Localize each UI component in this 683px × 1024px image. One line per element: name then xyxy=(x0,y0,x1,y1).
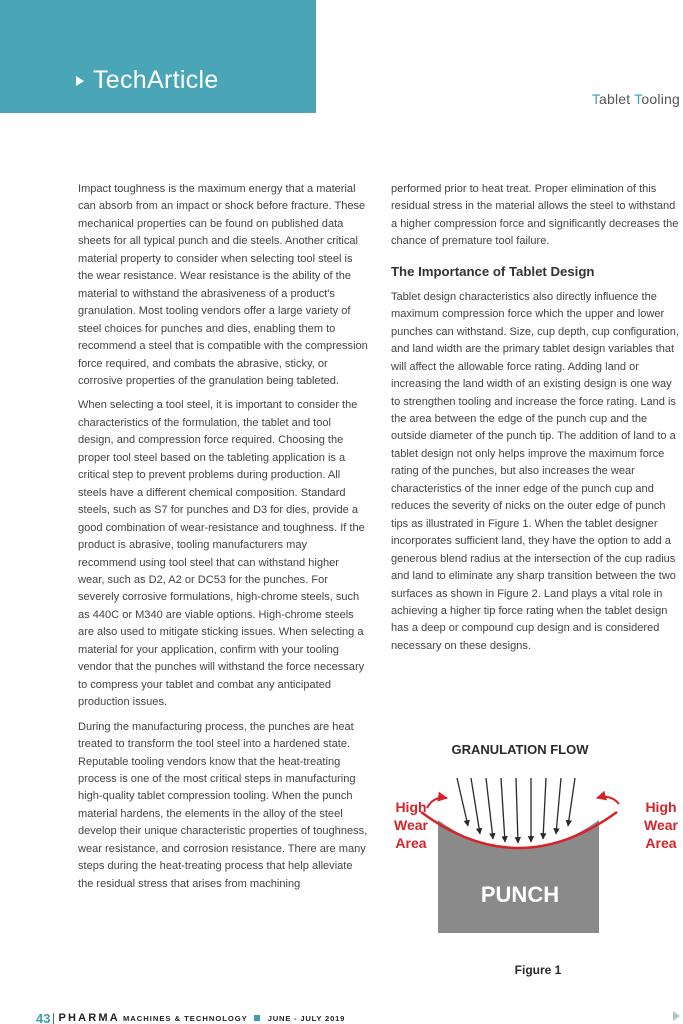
square-bullet-icon xyxy=(254,1015,260,1021)
figure-1 xyxy=(383,738,683,983)
left-column xyxy=(78,181,368,900)
right-wear-label-line: Wear xyxy=(644,817,678,833)
footer-brand: PHARMA xyxy=(58,1012,120,1024)
left-wear-label-line: Area xyxy=(395,835,427,851)
left-wear-label xyxy=(394,799,429,851)
right-wear-label-line: Area xyxy=(645,835,677,851)
body-paragraph: performed prior to heat treat. Proper elimination of this residual stress in the material allows the steel to withstand a higher compression force and significantly decreases the chance of premature tool failure. xyxy=(391,183,679,248)
right-wear-label-line: High xyxy=(645,799,677,815)
right-wear-arrow xyxy=(597,797,619,804)
granulation-flow-diagram xyxy=(383,738,683,983)
page-number: 43 xyxy=(36,1010,51,1024)
header-banner xyxy=(0,0,316,113)
section-tag xyxy=(592,91,680,107)
flow-arrows xyxy=(457,778,575,843)
footer-brand-sub: MACHINES & TECHNOLOGY xyxy=(122,1013,248,1023)
footer-issue: JUNE - JULY 2019 xyxy=(267,1013,346,1023)
banner-title-text: TechArticle xyxy=(93,66,219,94)
left-wear-arrow xyxy=(427,798,447,808)
section-tag-initial: T xyxy=(591,91,600,107)
footer-divider xyxy=(53,1013,54,1024)
next-page-arrow-icon[interactable] xyxy=(673,1011,680,1021)
right-wear-label xyxy=(644,799,679,851)
body-paragraph: Impact toughness is the maximum energy that a material can absorb from an impact or shock before fracture. These mechanical properties can be found on published data sheets for all typical punch and die steels. Another critical material property to consider when selecting tool steel is the wear resistance. Wear resistance is the ability of the material to withstand the abrasiveness of a product's granulation. Most tooling vendors offer a large variety of steel choices for punches and dies, enabling them to recommend a steel that is compatible with the compression force required, and combats the abrasive, sticky, or corrosive properties of the granulation being tableted. xyxy=(78,183,368,387)
section-tag-initial2: T xyxy=(634,91,642,107)
figure-caption: Figure 1 xyxy=(514,963,562,977)
body-paragraph: During the manufacturing process, the punches are heat treated to transform the tool steel into a hardened state. Reputable tooling vendors know that the heat-treating process is one of the most critical steps in manufacturing high-quality tablet compression tooling. When the punch material hardens, the elements in the alloy of the steel develop their unique characteristic properties of toughness, wear resistance, and corrosion resistance. There are many steps during the heat-treating process that help alleviate the residual stress that arises from machining xyxy=(78,720,368,890)
punch-label: PUNCH xyxy=(480,882,560,907)
section-tag-word1: ablet xyxy=(599,91,635,107)
page-footer xyxy=(36,1010,636,1024)
triangle-right-icon xyxy=(76,76,84,86)
left-wear-label-line: High xyxy=(395,799,427,815)
left-wear-label-line: Wear xyxy=(394,817,428,833)
body-paragraph: Tablet design characteristics also directly influence the maximum compression force which the upper and lower punches can withstand. Size, cup depth, cup configuration, and land width are the primary tablet design variables that will affect the allowable force rating. Adding land or increasing the land width of an existing design is one way to strengthen tooling and increase the force rating. Land is the area between the edge of the punch cup and the outside diameter of the punch tip. The addition of land to a tablet design not only helps improve the maximum force rating of the punches, but also increases the wear characteristics of the inner edge of the punch cup and reduces the severity of nicks on the outer edge of punch tips as illustrated in Figure 1. When the tablet designer incorporates sufficient land, they have the option to add a generous blend radius at the intersection of the cup radius and land to eliminate any sharp transition between the two surfaces as shown in Figure 2. Land plays a vital role in achieving a higher tip force rating when the tablet design has a deep or compound cup design and is considered necessary on these designs. xyxy=(391,290,680,652)
section-heading: The Importance of Tablet Design xyxy=(391,263,595,279)
figure-title: GRANULATION FLOW xyxy=(451,742,589,757)
body-paragraph: When selecting a tool steel, it is important to consider the characteristics of the formulation, the tablet and tool design, and compression force required. Choosing the proper tool steel based on the tableting application is a critical step to prevent problems during production. All steels have a different chemical composition. Standard steels, such as S7 for punches and D3 for dies, provide a good combination of wear-resistance and toughness. If the product is abrasive, tooling manufacturers may recommend using tool steel that can withstand higher wear, such as D2, A2 or DC53 for the punches. For severely corrosive formulations, high-chrome steels, such as 440C or M340 are viable options. High-chrome steels are also used to mitigate sticking issues. When selecting a material for your application, confirm with your tooling vendor that the punches will withstand the force necessary to compress your tablet and combat any anticipated production issues. xyxy=(78,399,365,709)
section-tag-word2: ooling xyxy=(641,91,680,107)
right-column xyxy=(391,181,681,662)
banner-title xyxy=(76,66,219,95)
